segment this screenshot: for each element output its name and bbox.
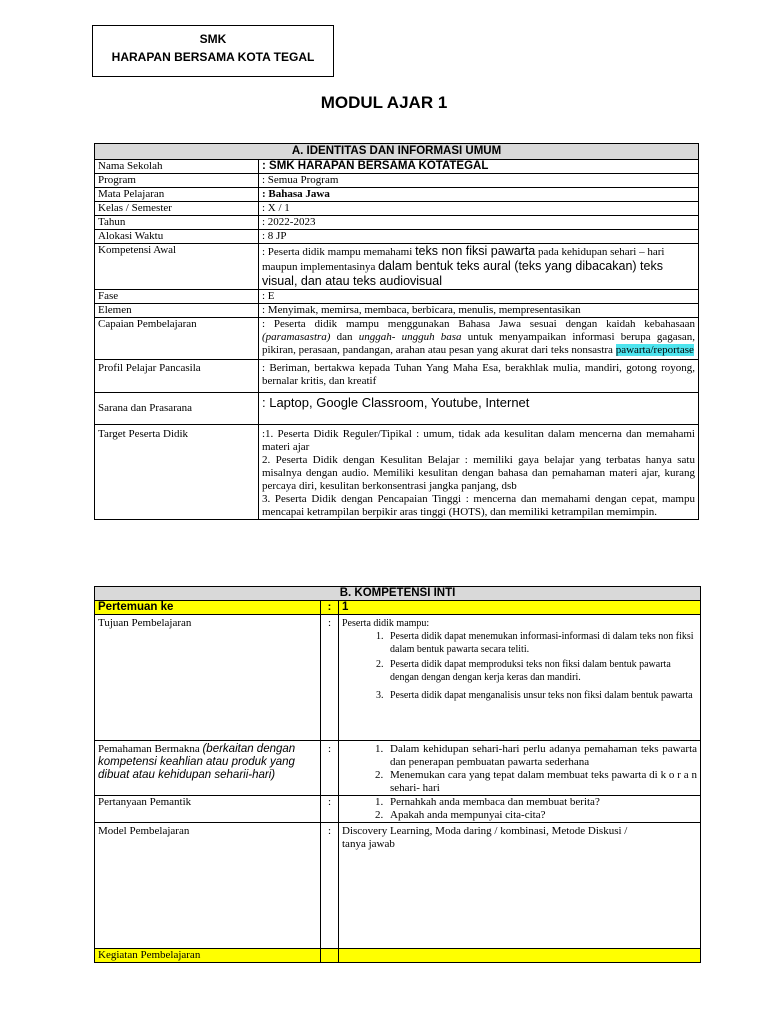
kompetensi-part3: pada kehidupan sehari – hari maupun implementasinya <box>262 246 665 273</box>
row-nama-sekolah <box>95 160 699 174</box>
tujuan-intro: Peserta didik mampu: <box>342 618 430 629</box>
pemahaman-label-italic: (berkaitan dengan kompetensi keahlian atau produk yang dibuat atau kehidupan seharii-hari) <box>98 743 296 781</box>
label-pemahaman <box>95 741 321 796</box>
row-profil <box>95 360 699 393</box>
row-kompetensi-awal <box>95 244 699 290</box>
value-target <box>259 425 699 520</box>
row-tujuan <box>95 615 701 741</box>
colon-tujuan: : <box>321 615 339 741</box>
list-item: 2. Menemukan cara yang tepat dalam membuat teks pawarta di k o r a n sehari- hari <box>386 769 697 795</box>
row-model <box>95 823 701 949</box>
colon-model: : <box>321 823 339 949</box>
row-pemahaman <box>95 741 701 796</box>
list-item: 2. Peserta didik dapat memproduksi teks non fiksi dalam bentuk pawarta dengan dengan dengan kerja keras dan mandiri. <box>386 658 697 684</box>
pemahaman-label: Pemahaman Bermakna <box>98 743 203 755</box>
value-tahun: : 2022-2023 <box>259 216 699 230</box>
row-kelas <box>95 202 699 216</box>
kompetensi-part1: : Peserta didik mampu memahami <box>262 246 416 258</box>
target-item-1: :1. Peserta Didik Reguler/Tipikal : umum, tidak ada kesulitan dalam mencerna dan memahami materi ajar <box>262 428 695 453</box>
colon-pertanyaan: : <box>321 796 339 823</box>
label-nama-sekolah: Nama Sekolah <box>95 160 259 174</box>
label-model: Model Pembelajaran <box>95 823 321 949</box>
label-tujuan: Tujuan Pembelajaran <box>95 615 321 741</box>
school-level: SMK <box>199 32 227 46</box>
row-sarana <box>95 393 699 425</box>
label-tahun: Tahun <box>95 216 259 230</box>
capaian-part1: : Peserta didik mampu menggunakan Bahasa Jawa sesuai dengan kaidah kebahasaan <box>262 318 695 330</box>
label-pertanyaan: Pertanyaan Pemantik <box>95 796 321 823</box>
school-name-box <box>92 25 334 77</box>
label-profil: Profil Pelajar Pancasila <box>95 360 259 393</box>
kompetensi-inti-table <box>94 586 701 963</box>
row-capaian <box>95 318 699 360</box>
value-kelas: : X / 1 <box>259 202 699 216</box>
label-alokasi: Alokasi Waktu <box>95 230 259 244</box>
label-mata-pelajaran: Mata Pelajaran <box>95 188 259 202</box>
capaian-part3: dan <box>330 331 359 343</box>
list-item: 1. Peserta didik dapat menemukan informasi-informasi di dalam teks non fiksi dalam bentuk pawarta secara teliti. <box>386 630 697 656</box>
section-b-heading: B. KOMPETENSI INTI <box>95 587 701 601</box>
row-tahun <box>95 216 699 230</box>
value-sarana: : Laptop, Google Classroom, Youtube, Internet <box>259 393 699 425</box>
capaian-highlight: pawarta/reportase <box>615 344 694 356</box>
value-profil: : Beriman, bertakwa kepada Tuhan Yang Maha Esa, berakhlak mulia, mandiri, gotong royong, bernalar kritis, dan kreatif <box>259 360 699 393</box>
colon-kegiatan <box>321 949 339 963</box>
capaian-part2: (paramasastra) <box>262 331 331 343</box>
row-alokasi <box>95 230 699 244</box>
value-model: Discovery Learning, Moda daring / kombinasi, Metode Diskusi / tanya jawab <box>339 823 701 949</box>
value-pemahaman <box>339 741 701 796</box>
section-a-heading: A. IDENTITAS DAN INFORMASI UMUM <box>95 144 699 160</box>
identity-table <box>94 143 699 520</box>
value-kegiatan <box>339 949 701 963</box>
kompetensi-part2: teks non fiksi pawarta <box>415 244 536 258</box>
value-nama-sekolah: : SMK HARAPAN BERSAMA KOTATEGAL <box>259 160 699 174</box>
value-capaian <box>259 318 699 360</box>
colon-pemahaman: : <box>321 741 339 796</box>
label-kompetensi-awal: Kompetensi Awal <box>95 244 259 290</box>
label-target: Target Peserta Didik <box>95 425 259 520</box>
tujuan-list <box>342 630 697 706</box>
capaian-part4: unggah- ungguh basa <box>358 331 462 343</box>
list-item: 2. Apakah anda mempunyai cita-cita? <box>386 809 697 822</box>
value-tujuan <box>339 615 701 741</box>
target-item-2: 2. Peserta Didik dengan Kesulitan Belajar : memiliki gaya belajar yang terbatas hanya satu misalnya dengan audio. Memiliki kesulitan dengan bahasa dan pemahaman materi ajar, kurang percaya diri, kesulitan berkonsentrasi jangka panjang, dsb <box>262 454 695 492</box>
label-capaian: Capaian Pembelajaran <box>95 318 259 360</box>
label-elemen: Elemen <box>95 304 259 318</box>
row-mata-pelajaran <box>95 188 699 202</box>
value-kompetensi-awal <box>259 244 699 290</box>
row-elemen <box>95 304 699 318</box>
school-name: HARAPAN BERSAMA KOTA TEGAL <box>111 50 315 64</box>
target-item-3: 3. Peserta Didik dengan Pencapaian Tinggi : mencerna dan memahami dengan cepat, mampu mencapai ketrampilan berpikir aras tinggi (HOTS), dan memiliki ketrampilan memimpin. <box>262 493 695 518</box>
list-item: 3. Peserta didik dapat menganalisis unsur teks non fiksi dalam bentuk pawarta <box>386 686 697 706</box>
row-pertanyaan <box>95 796 701 823</box>
value-program: : Semua Program <box>259 174 699 188</box>
list-item: 1. Pernahkah anda membaca dan membuat berita? <box>386 796 697 809</box>
label-pertemuan: Pertemuan ke <box>95 601 321 615</box>
pemahaman-list <box>342 743 697 795</box>
row-fase <box>95 290 699 304</box>
list-item: 1. Dalam kehidupan sehari-hari perlu adanya pemahaman teks pawarta dan penerapan pembuatan pawarta sederhana <box>386 743 697 769</box>
row-program <box>95 174 699 188</box>
label-fase: Fase <box>95 290 259 304</box>
value-fase: : E <box>259 290 699 304</box>
capaian-part5: untuk menyampaikan informasi berupa gagasan, pikiran, perasaan, pandangan, arahan atau pesan yang akurat dari teks nonsastra <box>262 331 695 356</box>
pertanyaan-list <box>342 796 697 822</box>
kompetensi-part4: dalam bentuk teks aural (teks yang dibacakan) teks visual, dan atau teks audiovisual <box>262 259 663 288</box>
label-kelas: Kelas / Semester <box>95 202 259 216</box>
colon-pertemuan: : <box>321 601 339 615</box>
value-alokasi: : 8 JP <box>259 230 699 244</box>
label-program: Program <box>95 174 259 188</box>
page-title: MODUL AJAR 1 <box>320 93 448 112</box>
value-pertemuan: 1 <box>339 601 701 615</box>
row-kegiatan <box>95 949 701 963</box>
label-sarana: Sarana dan Prasarana <box>95 393 259 425</box>
value-elemen: : Menyimak, memirsa, membaca, berbicara, menulis, mempresentasikan <box>259 304 699 318</box>
value-pertanyaan <box>339 796 701 823</box>
row-target <box>95 425 699 520</box>
label-kegiatan: Kegiatan Pembelajaran <box>95 949 321 963</box>
row-pertemuan <box>95 601 701 615</box>
value-mata-pelajaran: : Bahasa Jawa <box>259 188 699 202</box>
